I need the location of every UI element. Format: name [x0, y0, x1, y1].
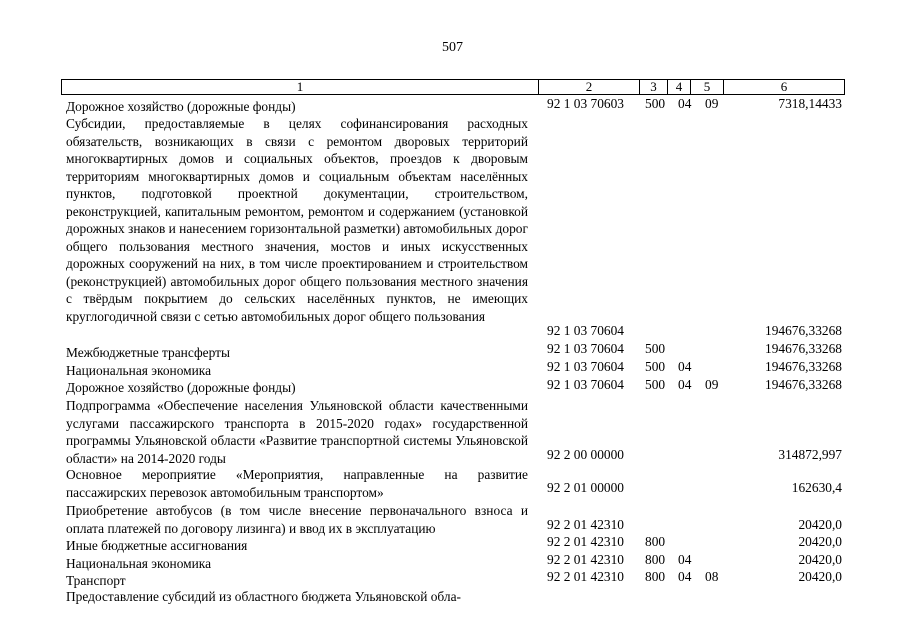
row-description: Транспорт	[66, 573, 126, 588]
row-description: Приобретение автобусов (в том числе внесение первоначального взноса и оплата платежей по договору лизинга) и ввод их в эксплуатацию	[66, 503, 528, 536]
row-target-code: 92 2 01 00000	[547, 480, 624, 495]
header-col-6: 6	[780, 79, 788, 94]
row-amount: 20420,0	[798, 552, 842, 567]
row-description: Межбюджетные трансферты	[66, 345, 230, 360]
row-description: Подпрограмма «Обеспечение населения Ульяновской области качественными услугами пассажирского транспорта в 2015-2020 годах» государственной программы Ульяновской области «Развитие транспортной системы Ульяновской области» на 2014-2020 годы	[66, 398, 528, 466]
row-subsection: 09	[705, 96, 719, 111]
row-section: 04	[678, 552, 692, 567]
row-expense-type: 500	[645, 377, 666, 392]
row-section: 04	[678, 377, 692, 392]
row-target-code: 92 1 03 70604	[547, 377, 624, 392]
row-section: 04	[678, 569, 692, 584]
row-amount: 194676,33268	[765, 323, 842, 338]
row-target-code: 92 1 03 70603	[547, 96, 624, 111]
header-col-5: 5	[691, 80, 724, 94]
row-description: Предоставление субсидий из областного бюджета Ульяновской обла-	[66, 589, 461, 604]
row-amount: 194676,33268	[765, 377, 842, 392]
row-amount: 20420,0	[798, 517, 842, 532]
row-description: Дорожное хозяйство (дорожные фонды)	[66, 99, 296, 114]
header-col-4: 4	[668, 80, 691, 94]
row-target-code: 92 1 03 70604	[547, 341, 624, 356]
header-col-2: 2	[539, 80, 640, 94]
row-section: 04	[678, 96, 692, 111]
row-subsection: 08	[705, 569, 719, 584]
row-expense-type: 500	[645, 359, 666, 374]
row-target-code: 92 2 00 00000	[547, 447, 624, 462]
row-amount: 20420,0	[798, 569, 842, 584]
row-section: 04	[678, 359, 692, 374]
row-amount: 314872,997	[778, 447, 842, 462]
table-header	[61, 79, 845, 95]
row-amount: 194676,33268	[765, 359, 842, 374]
row-target-code: 92 2 01 42310	[547, 534, 624, 549]
row-amount: 7318,14433	[778, 96, 842, 111]
header-col-1: 1	[62, 80, 539, 94]
row-description: Иные бюджетные ассигнования	[66, 538, 248, 553]
row-subsection: 09	[705, 377, 719, 392]
page-number: 507	[442, 40, 463, 55]
row-target-code: 92 1 03 70604	[547, 359, 624, 374]
row-target-code: 92 2 01 42310	[547, 569, 624, 584]
row-expense-type: 500	[645, 96, 666, 111]
row-expense-type: 800	[645, 534, 666, 549]
row-description: Национальная экономика	[66, 363, 212, 378]
row-description: Субсидии, предоставляемые в целях софинансирования расходных обязательств, возникающих в связи с ремонтом дворовых территорий многоквартирных домов и социальных объектов, проездов к дворовым территориям многоквартирных домов и социальным объектам населённых пунктов, подготовкой проектной документации, строительством, реконструкцией, капитальным ремонтом, ремонтом и содержанием (установкой дорожных знаков и нанесением горизонтальной разметки) автомобильных дорог общего пользования местного значения, мостов и иных искусственных дорожных сооружений на них, в том числе проектированием и строительством (реконструкцией) автомобильных дорог общего пользования местного значения с твёрдым покрытием до сельских населённых пунктов, не имеющих круглогодичной связи с сетью автомобильных дорог общего пользования	[66, 116, 528, 324]
row-expense-type: 800	[645, 552, 666, 567]
row-target-code: 92 1 03 70604	[547, 323, 624, 338]
row-expense-type: 500	[645, 341, 666, 356]
header-col-3: 3	[640, 80, 668, 94]
row-amount: 194676,33268	[765, 341, 842, 356]
row-target-code: 92 2 01 42310	[547, 552, 624, 567]
row-expense-type: 800	[645, 569, 666, 584]
row-amount: 162630,4	[791, 480, 842, 495]
row-description: Основное мероприятие «Мероприятия, направленные на развитие пассажирских перевозок автомобильным транспортом»	[66, 467, 528, 500]
row-target-code: 92 2 01 42310	[547, 517, 624, 532]
row-description: Национальная экономика	[66, 556, 212, 571]
row-amount: 20420,0	[798, 534, 842, 549]
row-description: Дорожное хозяйство (дорожные фонды)	[66, 380, 296, 395]
